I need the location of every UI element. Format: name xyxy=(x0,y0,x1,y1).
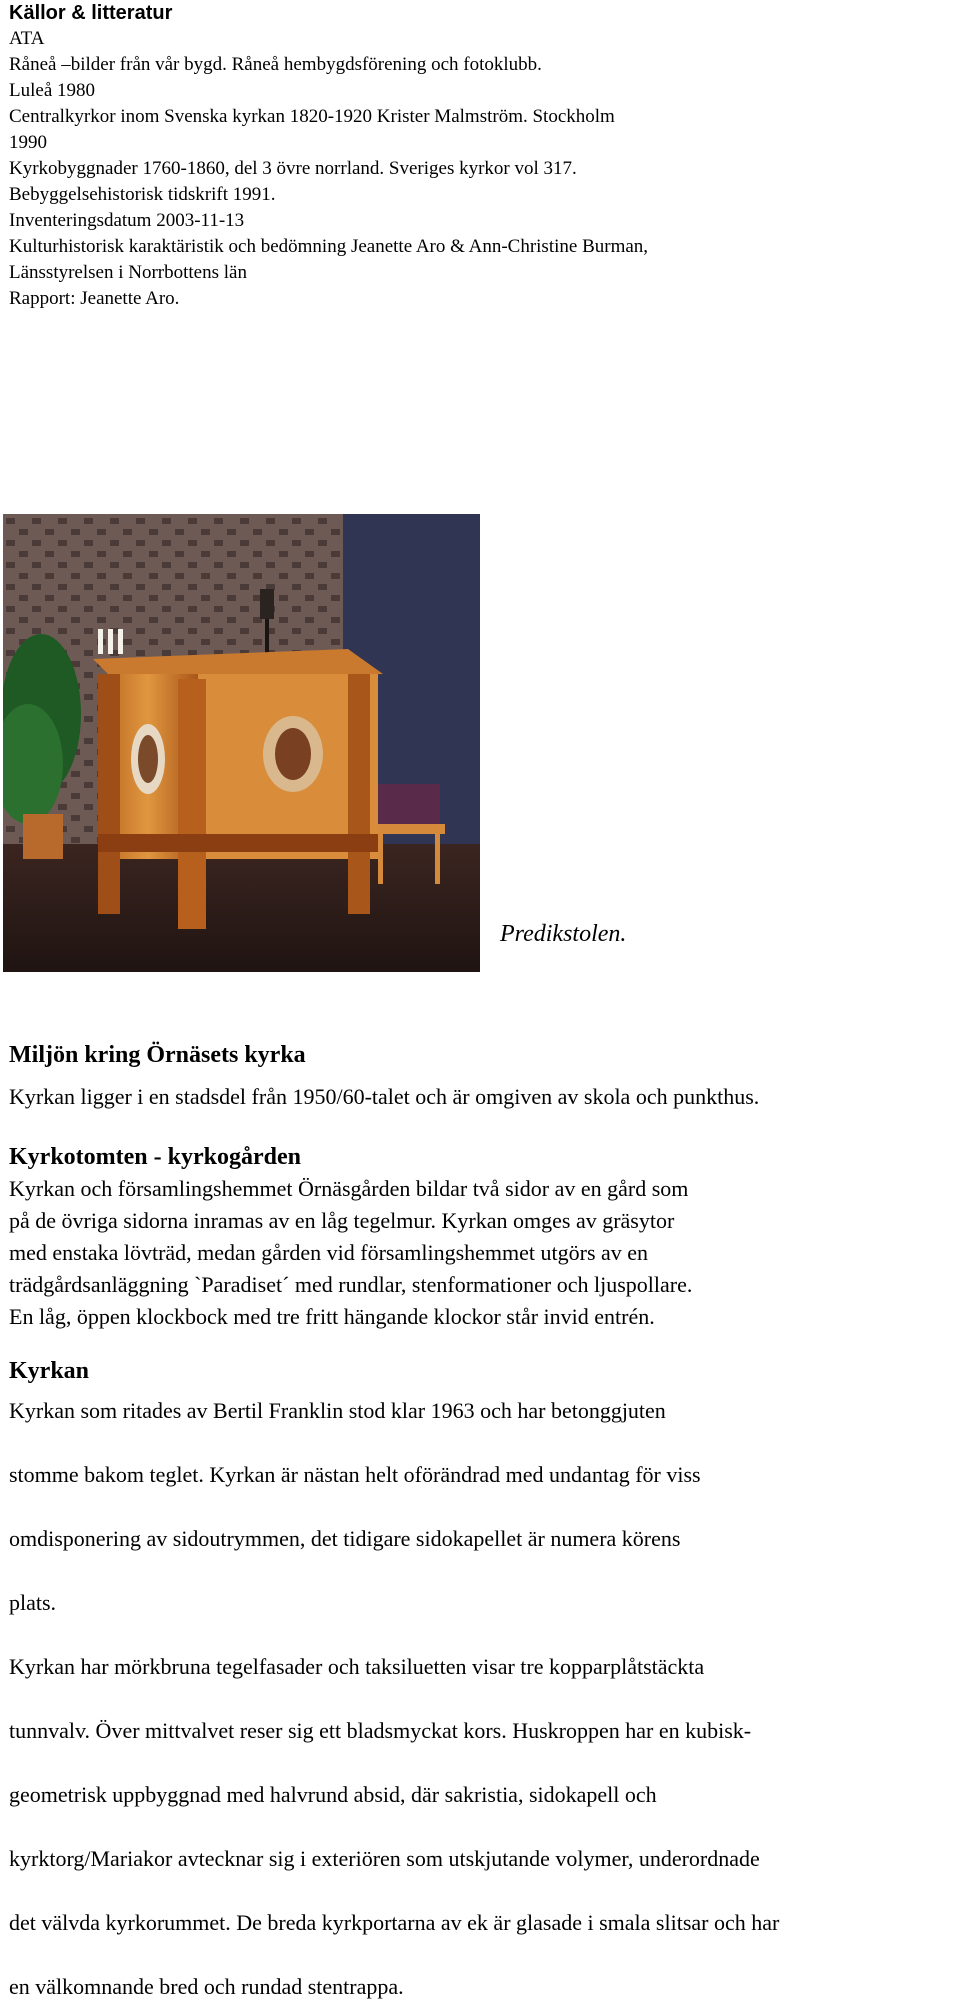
section-text-line: kyrktorg/Mariakor avtecknar sig i exteriören som utskjutande volymer, underordnade xyxy=(9,1846,760,1871)
source-line: Inventeringsdatum 2003-11-13 xyxy=(9,210,245,231)
section-environment xyxy=(9,1039,954,1113)
section-text-line: stomme bakom teglet. Kyrkan är nästan helt oförändrad med undantag för viss xyxy=(9,1462,701,1487)
section-church xyxy=(9,1355,954,2003)
source-line: Centralkyrkor inom Svenska kyrkan 1820-1920 Krister Malmström. Stockholm xyxy=(9,106,615,127)
section-text-line: det välvda kyrkorummet. De breda kyrkportarna av ek är glasade i smala slitsar och har xyxy=(9,1910,780,1935)
section-heading: Kyrkan xyxy=(9,1358,90,1384)
section-churchyard xyxy=(9,1141,954,1333)
section-text-line: Kyrkan som ritades av Bertil Franklin stod klar 1963 och har betonggjuten xyxy=(9,1398,666,1423)
section-heading: Kyrkotomten - kyrkogården xyxy=(9,1144,301,1170)
source-line: 1990 xyxy=(9,132,47,153)
source-line: Kulturhistorisk karaktäristik och bedömning Jeanette Aro & Ann-Christine Burman, xyxy=(9,236,649,257)
pulpit-illustration xyxy=(3,514,480,972)
section-text-line: trädgårdsanläggning `Paradiset´ med rundlar, stenformationer och ljuspollare. xyxy=(9,1272,693,1297)
section-text-line: tunnvalv. Över mittvalvet reser sig ett bladsmyckat kors. Huskroppen har en kubisk- xyxy=(9,1718,752,1743)
section-text-line: en välkomnande bred och rundad stentrappa. xyxy=(9,1974,404,1999)
section-text-line: Kyrkan har mörkbruna tegelfasader och taksiluetten visar tre kopparplåtstäckta xyxy=(9,1654,705,1679)
pulpit-photo xyxy=(3,514,480,972)
section-text-line: på de övriga sidorna inramas av en låg tegelmur. Kyrkan omges av gräsytor xyxy=(9,1208,675,1233)
section-text-line: Kyrkan ligger i en stadsdel från 1950/60-talet och är omgiven av skola och punkthus. xyxy=(9,1084,760,1109)
photo-caption: Predikstolen. xyxy=(500,921,627,947)
section-text-line: plats. xyxy=(9,1590,57,1615)
sources-block xyxy=(9,0,949,312)
paragraph xyxy=(9,1395,954,1619)
source-line: Bebyggelsehistorisk tidskrift 1991. xyxy=(9,184,276,205)
section-text-line: omdisponering av sidoutrymmen, det tidigare sidokapellet är numera körens xyxy=(9,1526,681,1551)
source-line: Luleå 1980 xyxy=(9,80,96,101)
paragraph xyxy=(9,1651,954,2003)
section-heading: Miljön kring Örnäsets kyrka xyxy=(9,1042,306,1068)
section-text-line: Kyrkan och församlingshemmet Örnäsgården bildar två sidor av en gård som xyxy=(9,1176,689,1201)
source-line: Kyrkobyggnader 1760-1860, del 3 övre norrland. Sveriges kyrkor vol 317. xyxy=(9,158,577,179)
section-text-line: geometrisk uppbyggnad med halvrund absid, där sakristia, sidokapell och xyxy=(9,1782,657,1807)
source-line: Rapport: Jeanette Aro. xyxy=(9,288,180,309)
section-text-line: En låg, öppen klockbock med tre fritt hängande klockor står invid entrén. xyxy=(9,1304,655,1329)
source-line: Råneå –bilder från vår bygd. Råneå hembygdsförening och fotoklubb. xyxy=(9,54,542,75)
section-text-line: med enstaka lövträd, medan gården vid församlingshemmet utgörs av en xyxy=(9,1240,649,1265)
source-line: ATA xyxy=(9,28,45,49)
sources-heading: Källor & litteratur xyxy=(9,2,173,24)
source-line: Länsstyrelsen i Norrbottens län xyxy=(9,262,247,283)
